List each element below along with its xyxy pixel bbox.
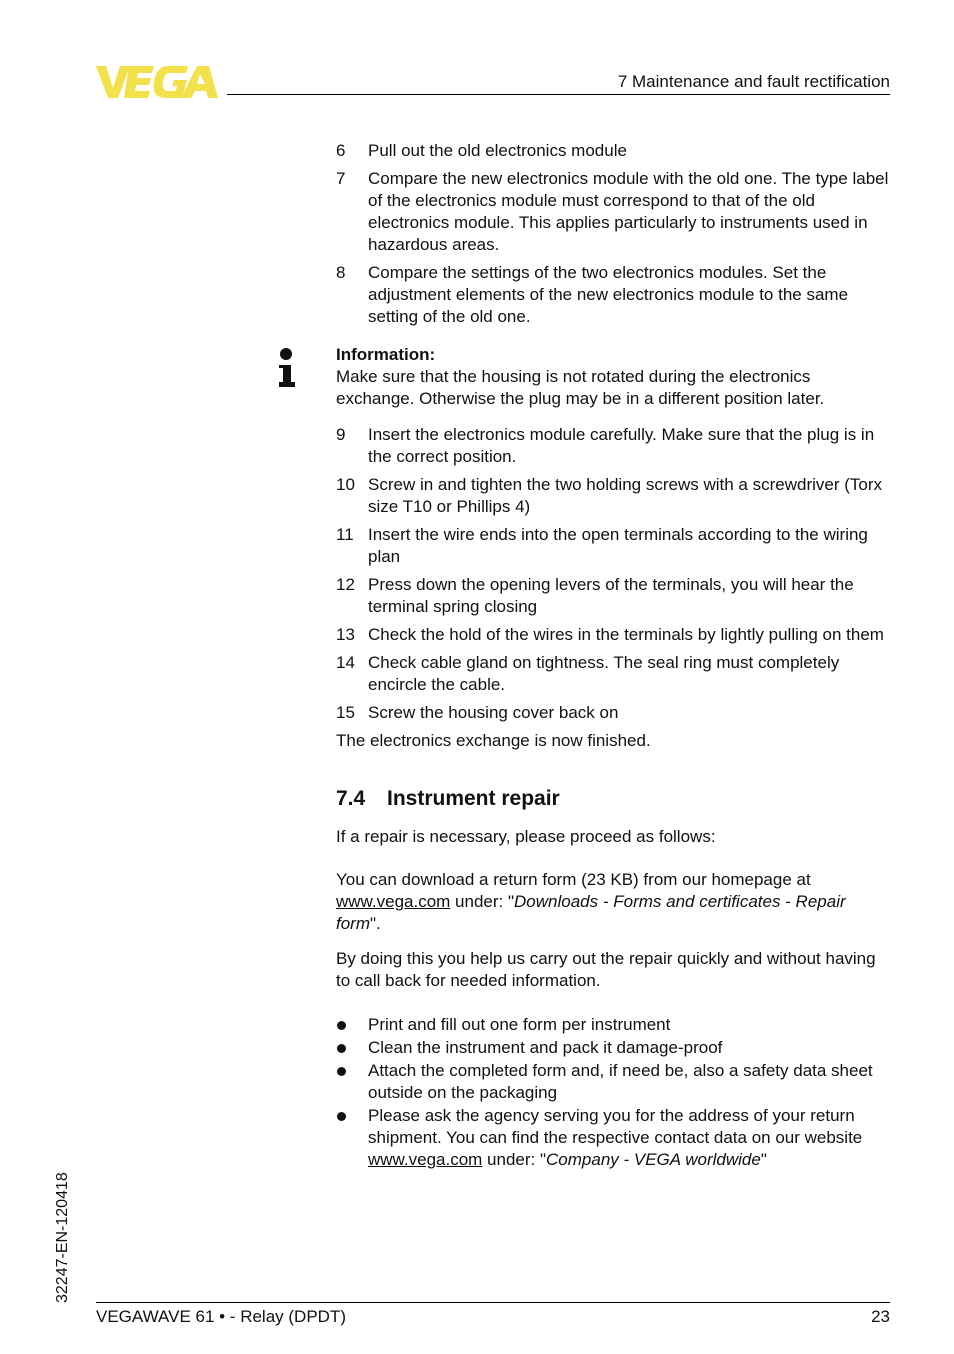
list-item <box>336 1105 892 1171</box>
step-text: Press down the opening levers of the terminals, you will hear the terminal spring closing <box>368 575 854 616</box>
section-heading <box>336 786 892 812</box>
website-link[interactable]: www.vega.com <box>368 1150 483 1169</box>
bullet-text: Print and fill out one form per instrument <box>368 1015 671 1034</box>
step-number: 10 <box>336 475 355 494</box>
repair-bullet-list <box>336 1014 892 1171</box>
list-item <box>336 474 892 518</box>
document-code: 32247-EN-120418 <box>54 1172 71 1303</box>
vega-logo <box>96 62 220 102</box>
bullet-dot <box>337 1112 346 1121</box>
main-content <box>336 140 892 1172</box>
bullet-text-end: " <box>760 1150 767 1169</box>
list-item <box>336 1037 892 1059</box>
step-text: Insert the electronics module carefully. Make sure that the plug is in the correct position. <box>368 425 875 466</box>
info-icon <box>278 346 296 388</box>
list-item <box>336 424 892 468</box>
page-number: 23 <box>871 1307 890 1326</box>
bullet-dot <box>337 1021 346 1030</box>
list-item <box>336 574 892 618</box>
download-paragraph <box>336 869 892 935</box>
information-text: Make sure that the housing is not rotated during the electronics exchange. Otherwise the plug may be in a different position later. <box>336 367 825 408</box>
step-number: 8 <box>336 263 346 282</box>
list-item <box>336 140 892 162</box>
help-paragraph: By doing this you help us carry out the repair quickly and without having to call back for needed information. <box>336 949 876 990</box>
bullet-text: Clean the instrument and pack it damage-proof <box>368 1038 723 1057</box>
step-text: Screw the housing cover back on <box>368 703 619 722</box>
information-note <box>336 344 892 410</box>
list-item <box>336 624 892 646</box>
step-text: Check cable gland on tightness. The seal ring must completely encircle the cable. <box>368 653 840 694</box>
step-text: Insert the wire ends into the open terminals according to the wiring plan <box>368 525 868 566</box>
section-title: Instrument repair <box>387 787 560 810</box>
step-number: 15 <box>336 703 355 722</box>
list-item <box>336 168 892 256</box>
bullet-text-pre: Please ask the agency serving you for the address of your return shipment. You can find the respective contact data on our website <box>368 1106 863 1147</box>
download-path: Downloads - Forms and certificates - Repair form <box>336 892 846 933</box>
list-item <box>336 652 892 696</box>
step-number: 7 <box>336 169 346 188</box>
bullet-text <box>368 1106 862 1169</box>
website-path: Company - VEGA worldwide <box>546 1150 761 1169</box>
footer-product: VEGAWAVE 61 • - Relay (DPDT) <box>96 1307 346 1326</box>
list-item <box>336 1014 892 1036</box>
step-number: 13 <box>336 625 355 644</box>
steps-list-a <box>336 140 892 328</box>
repair-intro: If a repair is necessary, please proceed as follows: <box>336 827 716 846</box>
finished-text: The electronics exchange is now finished. <box>336 731 651 750</box>
step-number: 12 <box>336 575 355 594</box>
step-number: 11 <box>336 525 354 544</box>
step-text: Screw in and tighten the two holding screws with a screwdriver (Torx size T10 or Phillips 4) <box>368 475 882 516</box>
steps-list-b <box>336 424 892 724</box>
list-item <box>336 524 892 568</box>
information-title: Information: <box>336 345 436 364</box>
download-text-end: ". <box>370 914 381 933</box>
section-number: 7.4 <box>336 787 366 810</box>
list-item <box>336 702 892 724</box>
list-item <box>336 262 892 328</box>
header-rule <box>227 94 890 95</box>
homepage-link[interactable]: www.vega.com <box>336 892 451 911</box>
footer-rule <box>96 1302 890 1303</box>
download-text: You can download a return form (23 KB) from our homepage at <box>336 870 811 889</box>
download-text-mid: under: " <box>450 892 515 911</box>
step-text: Compare the settings of the two electronics modules. Set the adjustment elements of the new electronics module to the same setting of the old one. <box>368 263 849 326</box>
list-item <box>336 1060 892 1104</box>
step-text: Check the hold of the wires in the terminals by lightly pulling on them <box>368 625 884 644</box>
step-number: 14 <box>336 653 355 672</box>
step-number: 9 <box>336 425 346 444</box>
bullet-text-mid: under: " <box>482 1150 547 1169</box>
step-text: Compare the new electronics module with the old one. The type label of the electronics module must correspond to that of the old electronics module. This applies particularly to instruments used in hazardous areas. <box>368 169 889 254</box>
bullet-dot <box>337 1044 346 1053</box>
step-number: 6 <box>336 141 346 160</box>
bullet-dot <box>337 1067 346 1076</box>
step-text: Pull out the old electronics module <box>368 141 627 160</box>
header-section-title: 7 Maintenance and fault rectification <box>617 72 890 91</box>
bullet-text: Attach the completed form and, if need be, also a safety data sheet outside on the packaging <box>368 1061 873 1102</box>
